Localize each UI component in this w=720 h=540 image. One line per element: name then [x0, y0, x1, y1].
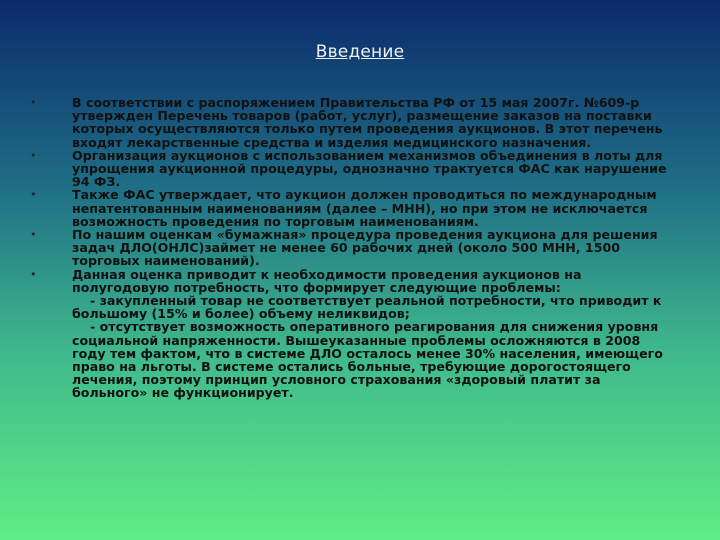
- bullet-text: В соответствии с распоряжением Правительства РФ от 15 мая 2007г. №609-р утвержден Перечень товаров (работ, услуг), размещение заказов на поставки которых осуществляются только путем проведения аукционов. В этот перечень входят лекарственные средства и изделия медицинского назначения.: [72, 95, 663, 150]
- bullet-text: По нашим оценкам «бумажная» процедура проведения аукциона для решения задач ДЛО(ОНЛС)займет не менее 60 рабочих дней (около 500 МНН, 1500 торговых наименований).: [72, 227, 658, 269]
- bullet-icon: •: [30, 228, 37, 242]
- bullet-icon: •: [30, 148, 37, 162]
- bullet-text: Также ФАС утверждает, что аукцион должен проводиться по международным непатентованным наименованиям (далее – МНН), но при этом не исключается возможность проведения по торговым наименованиям.: [72, 187, 657, 229]
- list-item: [30, 149, 670, 189]
- list-item: [30, 96, 670, 149]
- problem-item-2: - отсутствует возможность оперативного реагирования для снижения уровня социальной напряженности. Вышеуказанные проблемы осложняются в 2008 году тем фактом, что в системе ДЛО осталось менее 30% населения, имеющего право на льготы. В системе остались больные, требующие дорогостоящего лечения, поэтому принцип условного страхования «здоровый платит за больного» не функционирует.: [72, 319, 663, 401]
- bullet-icon: •: [30, 267, 37, 281]
- bullet-icon: •: [30, 188, 37, 202]
- list-item: [30, 188, 670, 228]
- list-item: [30, 228, 670, 268]
- list-item: [30, 268, 670, 400]
- bullet-list: [30, 96, 670, 400]
- problem-item-1: - закупленный товар не соответствует реальной потребности, что приводит к большому (15% и более) объему неликвидов;: [72, 293, 662, 322]
- slide-title: Введение: [315, 42, 405, 62]
- bullet-text-intro: Данная оценка приводит к необходимости проведения аукционов на полугодовую потребность, что формирует следующие проблемы:: [72, 266, 582, 295]
- bullet-icon: •: [30, 96, 37, 109]
- bullet-text: Организация аукционов с использованием механизмов объединения в лоты для упрощения аукционной процедуры, однозначно трактуется ФАС как нарушение 94 ФЗ.: [72, 147, 667, 190]
